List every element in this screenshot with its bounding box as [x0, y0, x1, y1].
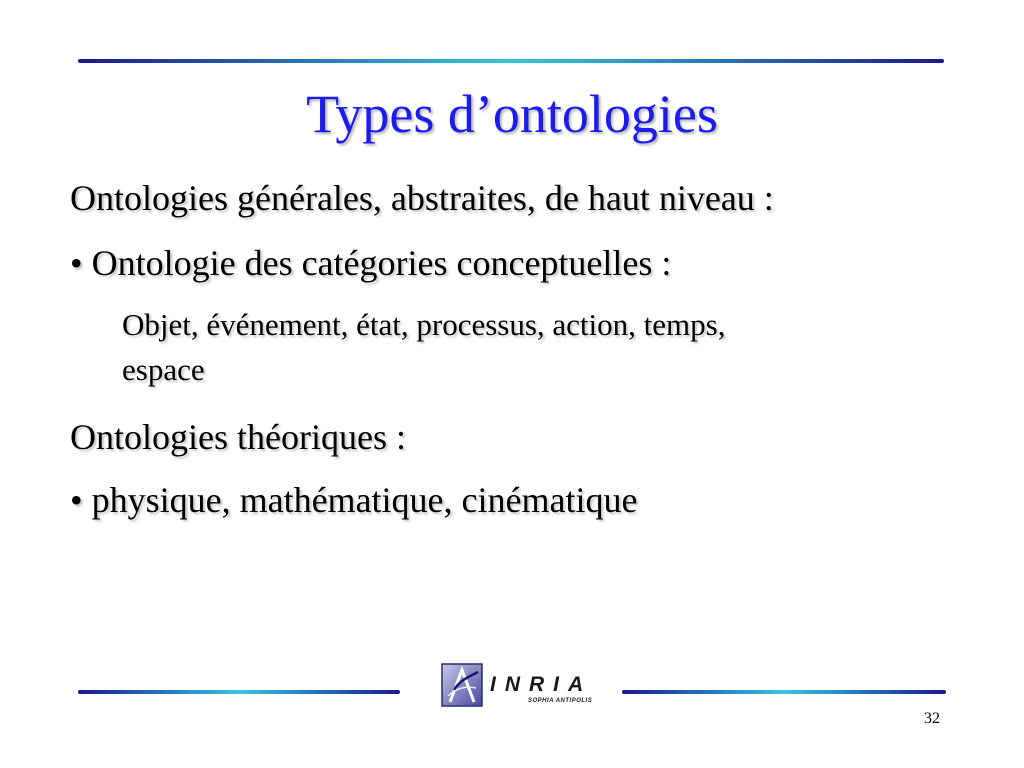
body-line-heading-general: Ontologies générales, abstraites, de haut niveau :	[70, 178, 774, 218]
slide-title: Types d’ontologies	[306, 84, 718, 144]
body-bullet-theoretical: • physique, mathématique, cinématique	[70, 480, 638, 520]
bottom-divider-rule-left	[78, 690, 400, 694]
inria-logo-mark-icon	[440, 662, 484, 708]
logo-subtitle: SOPHIA ANTIPOLIS	[528, 698, 593, 704]
inria-logo	[440, 660, 600, 712]
body-bullet-categories: • Ontologie des catégories conceptuelles :	[70, 243, 672, 283]
bottom-divider-rule-right	[622, 690, 946, 694]
top-divider-rule	[78, 59, 944, 63]
body-line-heading-theoretical: Ontologies théoriques :	[70, 417, 406, 457]
logo-wordmark: INRIA	[490, 673, 593, 696]
body-subline-categories-cont: espace	[122, 352, 205, 387]
page-number: 32	[924, 710, 940, 727]
body-subline-categories: Objet, événement, état, processus, action, temps,	[122, 307, 726, 342]
